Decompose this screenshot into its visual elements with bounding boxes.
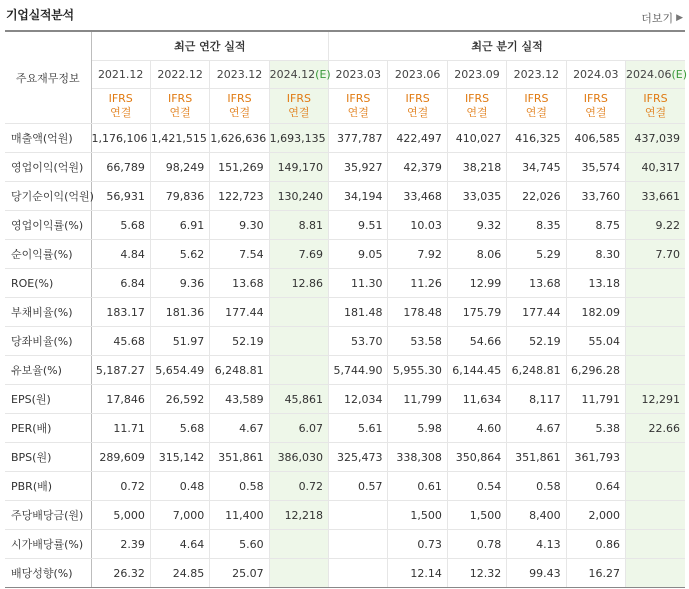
table-cell: 11,400 [210,501,269,530]
table-cell: 4.67 [210,414,269,443]
table-cell: 4.60 [447,414,506,443]
basis-scope: 연결 [525,106,548,119]
period-header [626,61,688,89]
estimate-marker: (E) [315,68,331,81]
table-cell: 6,248.81 [507,356,566,385]
table-cell: 99.43 [507,559,566,588]
period-label: 2023.03 [335,68,381,81]
table-cell: 11.26 [388,269,447,298]
basis-standard: IFRS [524,92,549,105]
period-header [150,61,209,89]
table-row [5,472,685,501]
table-cell: 26,592 [150,385,209,414]
table-cell: 361,793 [566,443,625,472]
basis-standard: IFRS [405,92,430,105]
table-cell: 12,034 [329,385,388,414]
accounting-basis-header [626,89,685,124]
table-cell: 9.32 [447,211,506,240]
table-cell: 386,030 [269,443,328,472]
period-label: 2023.09 [454,68,500,81]
table-row [5,530,685,559]
table-cell: 9.22 [626,211,685,240]
period-header [507,61,566,89]
table-cell: 5.38 [566,414,625,443]
table-row [5,327,685,356]
table-cell: 33,661 [626,182,685,211]
table-cell: 175.79 [447,298,506,327]
table-cell: 0.58 [507,472,566,501]
table-cell: 43,589 [210,385,269,414]
table-cell: 35,927 [329,153,388,182]
table-cell: 5.62 [150,240,209,269]
period-header [269,61,331,89]
row-label: PBR(배) [5,472,91,501]
table-cell: 122,723 [210,182,269,211]
table-cell: 6.07 [269,414,328,443]
basis-scope: 연결 [288,106,310,119]
table-cell: 351,861 [507,443,566,472]
table-cell [269,530,328,559]
table-cell: 315,142 [150,443,209,472]
table-cell: 52.19 [507,327,566,356]
table-cell: 9.51 [329,211,388,240]
period-label: 2024.03 [573,68,619,81]
table-cell: 406,585 [566,124,625,153]
table-cell: 34,745 [507,153,566,182]
table-cell: 12,291 [626,385,685,414]
table-row [5,356,685,385]
table-row [5,443,685,472]
table-cell: 6,296.28 [566,356,625,385]
table-cell [329,530,388,559]
accounting-basis-header [150,89,209,124]
table-cell: 8.30 [566,240,625,269]
table-cell [626,356,685,385]
more-label: 더보기 [641,12,674,25]
table-cell [269,356,328,385]
table-cell: 0.86 [566,530,625,559]
table-cell: 5,744.90 [329,356,388,385]
basis-scope: 연결 [110,106,132,119]
section-title: 기업실적분석 [6,8,74,22]
accounting-basis-header [329,89,388,124]
table-cell: 42,379 [388,153,447,182]
period-label: 2023.12 [513,68,560,81]
table-cell: 5.98 [388,414,447,443]
table-cell: 410,027 [447,124,506,153]
basis-standard: IFRS [643,92,668,105]
row-label: 영업이익률(%) [5,211,91,240]
basis-header-row [5,89,685,124]
table-cell: 66,789 [91,153,150,182]
table-cell [626,501,685,530]
table-cell: 5.68 [150,414,209,443]
table-cell: 10.03 [388,211,447,240]
table-cell: 8.35 [507,211,566,240]
basis-standard: IFRS [346,92,371,105]
table-row [5,240,685,269]
table-cell: 7.54 [210,240,269,269]
table-cell: 149,170 [269,153,328,182]
period-label: 2021.12 [97,68,144,81]
table-cell: 22.66 [626,414,685,443]
table-cell: 181.48 [329,298,388,327]
financial-summary-table [5,30,688,588]
table-row [5,414,685,443]
table-cell: 422,497 [388,124,447,153]
table-cell: 1,500 [388,501,447,530]
table-cell: 35,574 [566,153,625,182]
table-cell: 5,000 [91,501,150,530]
period-header [329,61,388,89]
table-row [5,559,685,588]
table-cell [329,501,388,530]
table-cell: 45.68 [91,327,150,356]
table-cell [626,269,685,298]
table-cell: 8.06 [447,240,506,269]
basis-standard: IFRS [464,92,490,105]
table-row [5,269,685,298]
table-row [5,211,685,240]
table-cell: 25.07 [210,559,269,588]
table-cell: 1,500 [447,501,506,530]
table-cell: 5,187.27 [91,356,150,385]
table-cell: 6.91 [150,211,209,240]
table-cell: 22,026 [507,182,566,211]
basis-standard: IFRS [227,92,252,105]
basis-standard: IFRS [583,92,608,105]
table-cell: 11,634 [447,385,506,414]
table-cell: 53.58 [388,327,447,356]
basis-scope: 연결 [466,106,488,119]
row-label: 시가배당률(%) [5,530,91,559]
table-cell: 13.18 [566,269,625,298]
table-row [5,182,685,211]
accounting-basis-header [91,89,150,124]
table-cell: 4.67 [507,414,566,443]
table-cell: 54.66 [447,327,506,356]
table-cell: 1,626,636 [210,124,269,153]
row-label: 유보율(%) [5,356,91,385]
accounting-basis-header [388,89,447,124]
period-label: 2022.12 [157,68,203,81]
table-cell [626,298,685,327]
table-cell: 7.92 [388,240,447,269]
row-label: 순이익률(%) [5,240,91,269]
table-cell: 437,039 [626,124,685,153]
table-cell: 4.13 [507,530,566,559]
basis-standard: IFRS [286,92,311,105]
table-cell: 5,955.30 [388,356,447,385]
group-header-row [5,31,685,61]
period-header [388,61,447,89]
table-cell: 9.05 [329,240,388,269]
table-cell: 33,035 [447,182,506,211]
table-cell: 53.70 [329,327,388,356]
table-cell: 33,468 [388,182,447,211]
table-cell [626,559,685,588]
table-cell: 7,000 [150,501,209,530]
table-cell: 1,693,135 [269,124,328,153]
table-cell: 26.32 [91,559,150,588]
period-label: 2023.06 [394,68,441,81]
table-cell: 11,799 [388,385,447,414]
table-cell: 12.14 [388,559,447,588]
table-cell: 181.36 [150,298,209,327]
table-cell: 4.84 [91,240,150,269]
row-label: 매출액(억원) [5,124,91,153]
accounting-basis-header [566,89,625,124]
table-cell: 24.85 [150,559,209,588]
table-cell: 0.61 [388,472,447,501]
table-cell: 51.97 [150,327,209,356]
row-label: 주당배당금(원) [5,501,91,530]
table-cell [269,559,328,588]
table-cell: 8.75 [566,211,625,240]
more-button[interactable] [641,10,683,26]
table-cell: 178.48 [388,298,447,327]
accounting-basis-header [210,89,269,124]
table-row [5,153,685,182]
row-label: 부채비율(%) [5,298,91,327]
period-header [91,61,150,89]
row-label: 당기순이익(억원) [5,182,91,211]
row-label: 당좌비율(%) [5,327,91,356]
row-label: 배당성향(%) [5,559,91,588]
table-row [5,124,685,153]
table-cell: 11.30 [329,269,388,298]
table-cell: 5,654.49 [150,356,209,385]
table-cell: 5.68 [91,211,150,240]
table-cell: 45,861 [269,385,328,414]
table-cell [269,298,328,327]
row-label: BPS(원) [5,443,91,472]
table-cell: 55.04 [566,327,625,356]
table-cell: 34,194 [329,182,388,211]
table-cell: 33,760 [566,182,625,211]
table-cell: 5.29 [507,240,566,269]
basis-standard: IFRS [108,92,133,105]
table-cell: 17,846 [91,385,150,414]
basis-scope: 연결 [407,106,429,119]
row-label: 영업이익(억원) [5,153,91,182]
table-cell: 0.64 [566,472,625,501]
period-header [447,61,506,89]
table-cell: 79,836 [150,182,209,211]
basis-scope: 연결 [347,106,369,119]
table-cell: 8.81 [269,211,328,240]
table-cell: 40,317 [626,153,685,182]
table-cell: 338,308 [388,443,447,472]
quarter-group-header: 최근 분기 실적 [329,31,685,61]
table-cell: 2,000 [566,501,625,530]
table-cell: 52.19 [210,327,269,356]
accounting-basis-header [269,89,328,124]
table-cell: 12.32 [447,559,506,588]
table-cell: 6,248.81 [210,356,269,385]
table-cell: 12.99 [447,269,506,298]
table-cell: 0.72 [91,472,150,501]
period-label: 2024.12 [269,68,316,81]
table-row [5,298,685,327]
basis-standard: IFRS [167,92,193,105]
table-cell: 1,421,515 [150,124,209,153]
table-cell [329,559,388,588]
table-cell: 351,861 [210,443,269,472]
section-header [0,0,689,30]
table-cell: 12.86 [269,269,328,298]
table-cell: 11,791 [566,385,625,414]
table-cell: 12,218 [269,501,328,530]
table-cell [269,327,328,356]
table-cell: 5.60 [210,530,269,559]
basis-scope: 연결 [228,106,251,119]
row-label: EPS(원) [5,385,91,414]
table-cell: 13.68 [210,269,269,298]
accounting-basis-header [447,89,506,124]
table-cell: 0.58 [210,472,269,501]
table-cell: 377,787 [329,124,388,153]
table-cell: 6.84 [91,269,150,298]
table-cell: 183.17 [91,298,150,327]
table-cell: 416,325 [507,124,566,153]
table-cell: 0.78 [447,530,506,559]
basis-scope: 연결 [644,106,667,119]
annual-group-header: 최근 연간 실적 [91,31,329,61]
table-cell: 98,249 [150,153,209,182]
table-cell: 350,864 [447,443,506,472]
table-cell: 130,240 [269,182,328,211]
table-cell: 13.68 [507,269,566,298]
table-cell: 0.57 [329,472,388,501]
period-label: 2023.12 [216,68,263,81]
accounting-basis-header [507,89,566,124]
table-cell: 6,144.45 [447,356,506,385]
table-cell: 8,400 [507,501,566,530]
table-cell: 11.71 [91,414,150,443]
table-cell: 177.44 [210,298,269,327]
label-column-header: 주요재무정보 [5,31,91,124]
table-cell: 9.30 [210,211,269,240]
table-row [5,385,685,414]
estimate-marker: (E) [671,68,688,81]
row-label: ROE(%) [5,269,91,298]
basis-scope: 연결 [169,106,191,119]
table-cell: 16.27 [566,559,625,588]
table-cell: 0.48 [150,472,209,501]
table-cell: 8,117 [507,385,566,414]
period-header-row [5,61,685,89]
table-cell [626,443,685,472]
table-cell: 7.70 [626,240,685,269]
table-cell: 289,609 [91,443,150,472]
table-cell: 2.39 [91,530,150,559]
table-cell: 56,931 [91,182,150,211]
table-cell: 7.69 [269,240,328,269]
period-label: 2024.06 [626,68,672,81]
table-cell: 1,176,106 [91,124,150,153]
table-cell: 182.09 [566,298,625,327]
table-cell: 177.44 [507,298,566,327]
table-row [5,501,685,530]
row-label: PER(배) [5,414,91,443]
table-cell [626,530,685,559]
table-cell: 38,218 [447,153,506,182]
table-cell: 0.73 [388,530,447,559]
table-cell [626,472,685,501]
basis-scope: 연결 [585,106,607,119]
table-cell: 151,269 [210,153,269,182]
period-header [566,61,625,89]
period-header [210,61,269,89]
table-cell: 325,473 [329,443,388,472]
table-cell: 5.61 [329,414,388,443]
chevron-right-icon: ▶ [676,13,683,23]
table-cell: 4.64 [150,530,209,559]
table-cell [626,327,685,356]
table-cell: 0.72 [269,472,328,501]
table-cell: 9.36 [150,269,209,298]
table-cell: 0.54 [447,472,506,501]
